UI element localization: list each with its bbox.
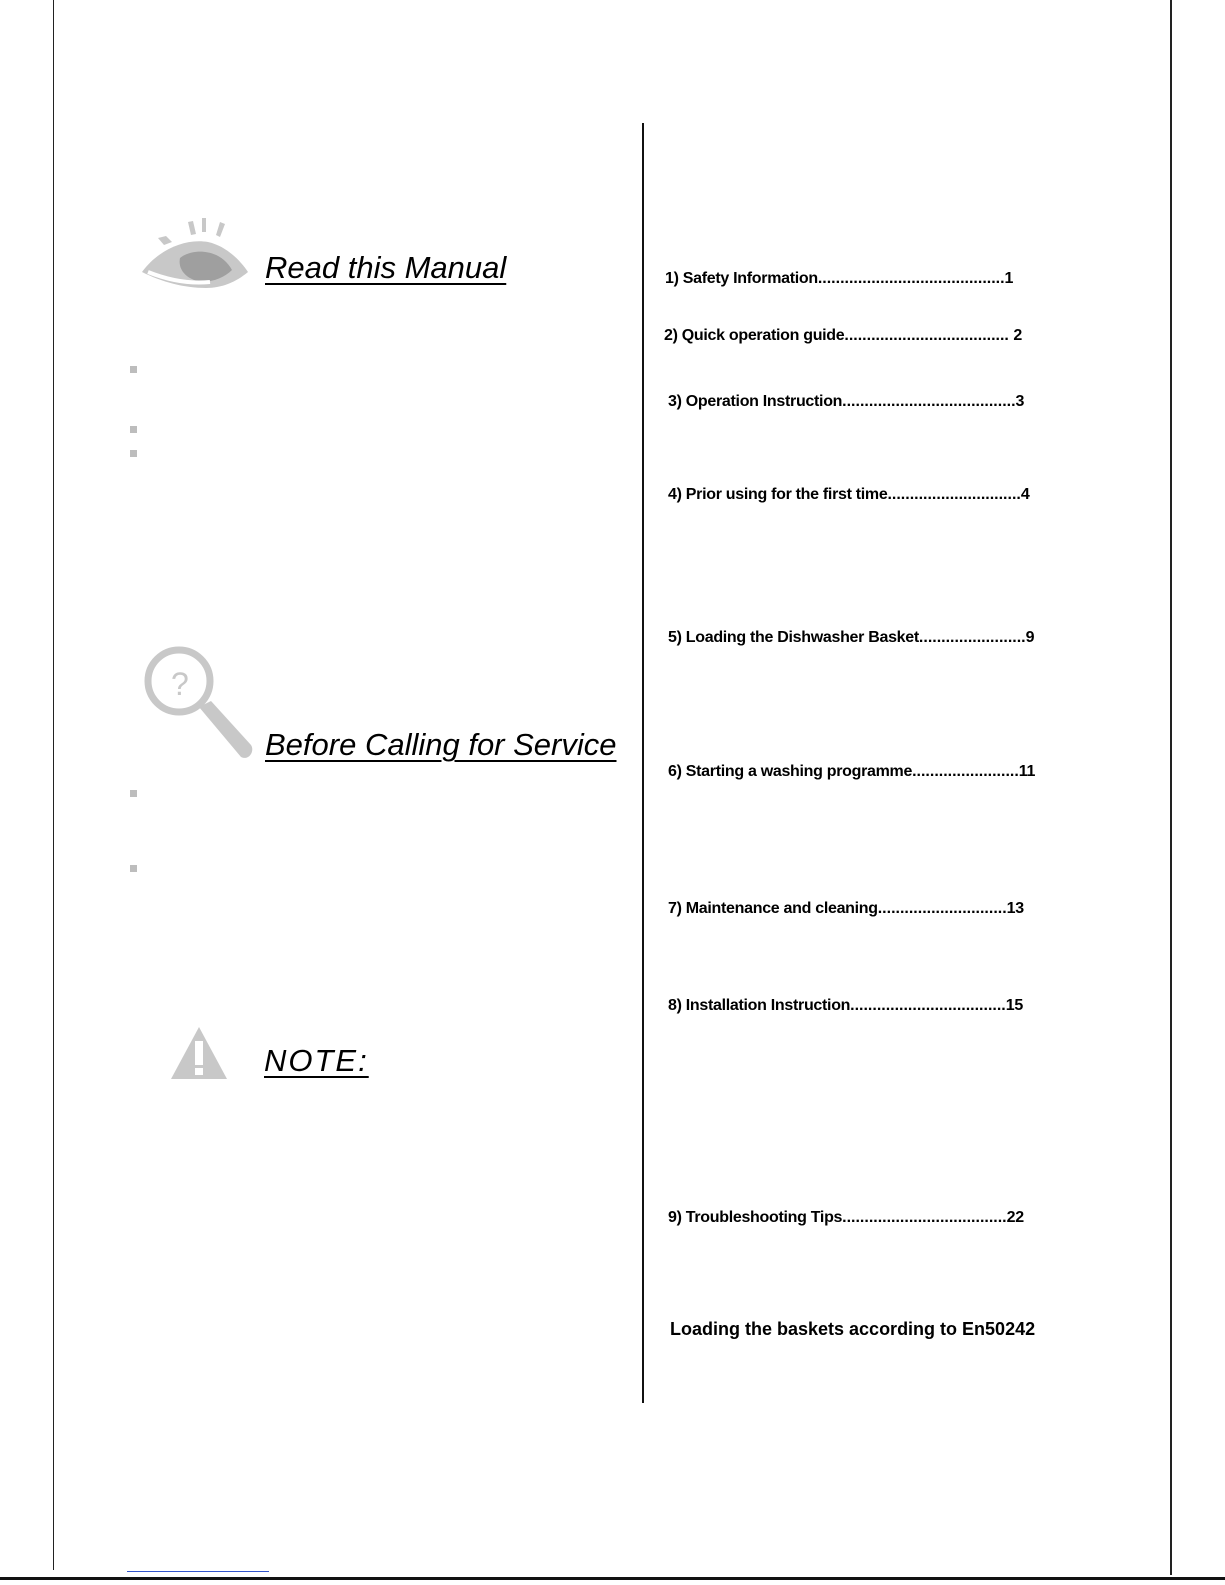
toc-entry-prior-using[interactable]	[668, 486, 1029, 504]
toc-page-number: 1	[1004, 270, 1014, 287]
toc-leader-dots: ...................................	[850, 997, 1006, 1014]
toc-page-number: 22	[1006, 1209, 1024, 1226]
square-bullet-icon	[130, 865, 137, 872]
magnifier-question-icon	[143, 645, 255, 763]
before-service-heading: Before Calling for Service	[265, 727, 617, 762]
toc-entry-quick-operation-guide[interactable]	[664, 327, 1022, 345]
toc-leader-dots: ..........................................	[817, 270, 1005, 287]
square-bullet-icon	[130, 790, 137, 797]
toc-page-number: 11	[1018, 763, 1036, 780]
toc-page-number: 15	[1005, 997, 1023, 1014]
column-divider	[642, 123, 644, 1403]
toc-leader-dots: .....................................	[844, 327, 1014, 344]
toc-footer-note: Loading the baskets according to En50242	[670, 1319, 1036, 1339]
toc-leader-dots: ..............................	[887, 486, 1021, 503]
toc-leader-dots: ........................	[918, 629, 1026, 646]
toc-entry-loading-basket[interactable]	[668, 629, 1034, 647]
toc-leader-dots: ........................	[912, 763, 1019, 780]
warning-triangle-icon	[169, 1025, 229, 1081]
square-bullet-icon	[130, 450, 137, 457]
toc-entry-label: 9) Troubleshooting Tips	[668, 1209, 843, 1226]
page-border-left	[53, 0, 54, 1570]
page-border-right	[1170, 0, 1172, 1575]
toc-entry-label: 4) Prior using for the first time	[668, 486, 888, 503]
toc-entry-maintenance-cleaning[interactable]	[668, 900, 1024, 918]
toc-entry-label: 6) Starting a washing programme	[668, 763, 913, 780]
note-heading: NOTE:	[264, 1043, 369, 1078]
toc-page-number: 2	[1013, 327, 1022, 344]
toc-leader-dots: .............................	[877, 900, 1007, 917]
toc-entry-installation-instruction[interactable]	[668, 997, 1023, 1015]
toc-entry-troubleshooting-tips[interactable]	[668, 1209, 1024, 1227]
toc-entry-starting-programme[interactable]	[668, 763, 1035, 781]
toc-entry-label: 8) Installation Instruction	[668, 997, 851, 1014]
square-bullet-icon	[130, 366, 137, 373]
toc-entry-label: 3) Operation Instruction	[668, 393, 843, 410]
toc-page-number: 13	[1006, 900, 1024, 917]
toc-leader-dots: .......................................	[842, 393, 1016, 410]
svg-text:?: ?	[171, 666, 189, 702]
toc-leader-dots: .....................................	[842, 1209, 1007, 1226]
footer-link-underline[interactable]	[127, 1571, 269, 1572]
toc-page-number: 9	[1025, 629, 1035, 646]
toc-page-number: 3	[1015, 393, 1025, 410]
read-manual-heading: Read this Manual	[265, 250, 507, 285]
toc-page-number: 4	[1020, 486, 1030, 503]
toc-entry-operation-instruction[interactable]	[668, 393, 1024, 411]
eye-icon	[140, 212, 250, 294]
toc-entry-label: 7) Maintenance and cleaning	[668, 900, 878, 917]
square-bullet-icon	[130, 426, 137, 433]
toc-entry-label: 5) Loading the Dishwasher Basket	[668, 629, 919, 646]
page-border-bottom	[0, 1577, 1225, 1580]
toc-entry-label: 1) Safety Information	[665, 270, 818, 287]
toc-entry-label: 2) Quick operation guide	[664, 327, 845, 344]
toc-entry-safety-information[interactable]	[665, 270, 1013, 288]
